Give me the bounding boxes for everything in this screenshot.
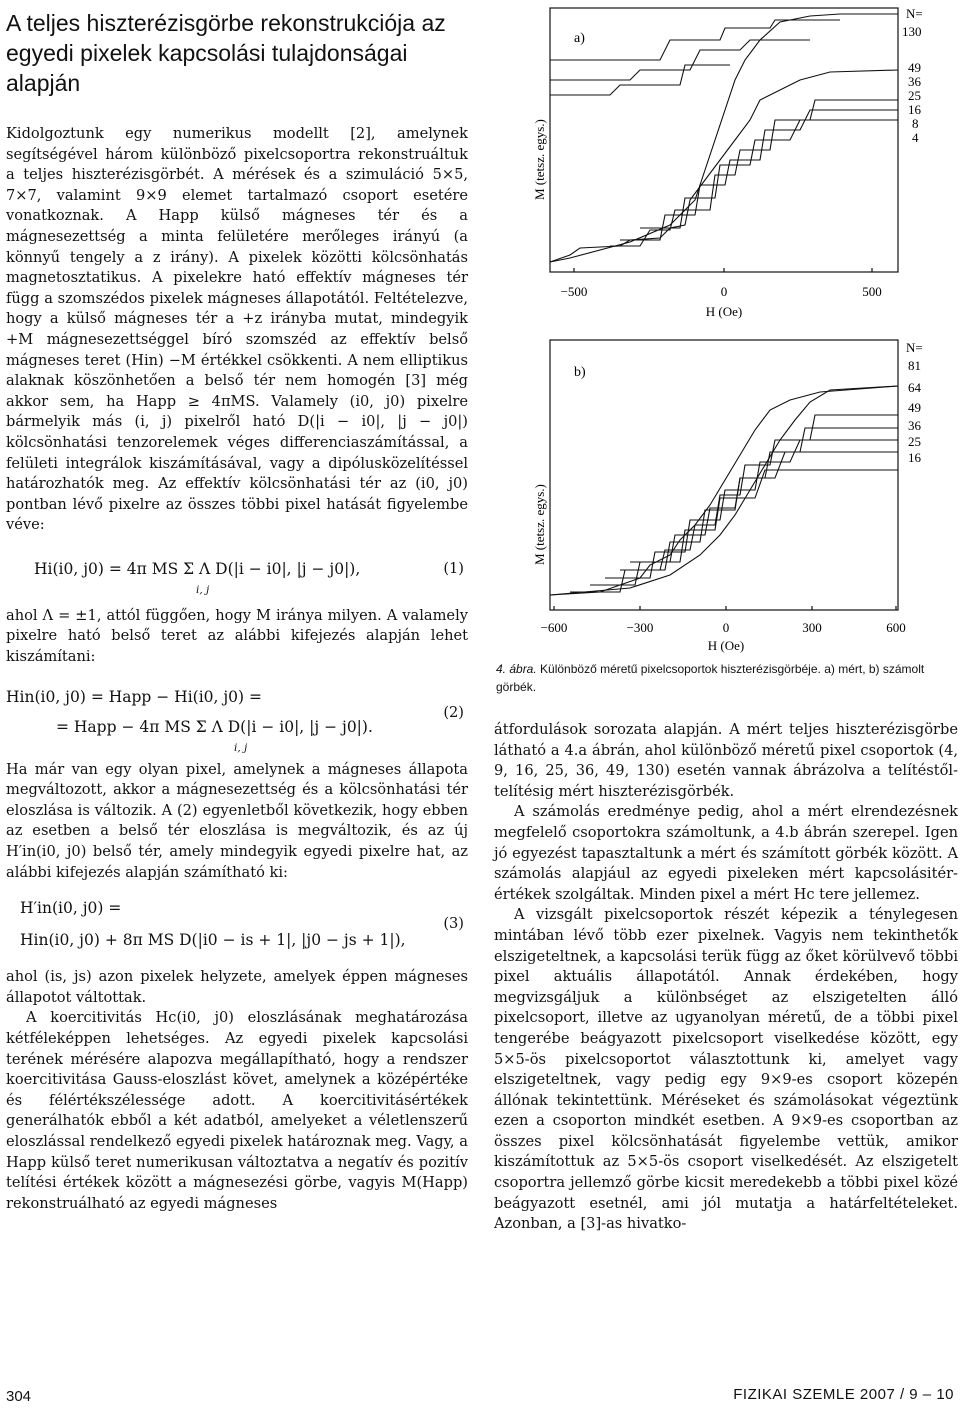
figure-caption-text: Különböző méretű pixelcsoportok hiszterézisgörbéje. a) mért, b) számolt görbék. <box>496 662 925 694</box>
figure-4a-n-16: 16 <box>908 102 921 117</box>
figure-4b-tick-5: 600 <box>886 620 906 635</box>
figure-4a-curve-25 <box>640 120 898 228</box>
equation-2-sum-index: i, j <box>234 741 248 754</box>
equation-3-number: (3) <box>443 915 464 933</box>
paragraph-changed-state: Ha már van egy olyan pixel, amelynek a mágneses állapota megváltozott, akkor a mágnesezettség és a kölcsönhatási tér eloszlása is változik. A (2) egyenletből következik, hogy ebben az esetben a belső tér eloszlása is megváltozik, és az új H′in(i0, j0) belső tér, amely mindegyik egyedi pixelre hat, az alábbi kifejezés alapján számítható ki: <box>6 760 468 881</box>
figure-4a-n-49: 49 <box>908 60 921 75</box>
figure-4b-n-title: N= <box>906 340 923 355</box>
figure-4a-plot <box>510 0 960 330</box>
equation-2-number: (2) <box>443 703 464 721</box>
equation-3-line-a: H′in(i0, j0) = <box>20 899 122 918</box>
equation-3-line-b: Hin(i0, j0) + 8π MS D(|i0 − is + 1|, |j0 − js + 1|), <box>20 931 406 950</box>
figure-4b-tick-2: −300 <box>626 620 654 635</box>
figure-4a-xlabel: H (Oe) <box>705 304 743 319</box>
figure-4a-curve-130-down <box>550 14 898 262</box>
figure-4a-curve-49 <box>610 100 898 246</box>
equation-1-number: (1) <box>443 559 464 577</box>
figure-4b-n-81: 81 <box>908 358 921 373</box>
journal-footer: FIZIKAI SZEMLE 2007 / 9 – 10 <box>733 1386 954 1403</box>
figure-4a-tick-2: 0 <box>720 284 728 299</box>
figure-4b-curves <box>550 386 898 595</box>
equation-2-line-a: Hin(i0, j0) = Happ − Hi(i0, j0) = <box>6 687 262 706</box>
figure-4a <box>510 0 960 330</box>
equation-1-body: Hi(i0, j0) = 4π MS Σ Λ D(|i − i0|, |j − j0|), <box>34 559 361 578</box>
figure-4b <box>510 330 960 655</box>
figure-4a-n-8: 8 <box>912 116 919 131</box>
figure-4b-curve-16 <box>630 470 898 562</box>
equation-1 <box>6 554 468 606</box>
figure-4b-ylabel: M (tetsz. egys.) <box>532 484 547 565</box>
left-column <box>6 8 468 1214</box>
figure-4b-tick-1: −600 <box>540 620 568 635</box>
equation-1-sum-index: i, j <box>196 583 210 596</box>
figure-4b-n-25: 25 <box>908 434 921 449</box>
figure-4a-n-36: 36 <box>908 74 921 89</box>
figure-4b-xlabel: H (Oe) <box>707 638 745 653</box>
paragraph-intro: Kidolgoztunk egy numerikus modellt [2], amelynek segítségével három különböző pixelcsoportra rekonstruáltuk a teljes hiszterézisgörbét. A mérések és a szimuláció 5×5, 7×7, valamint 9×9 elemet tartalmazó csoport esetére vonatkoznak. A Happ külső mágneses tér és a mágnesezettség a minta felületére merőleges irányú (a könnyű tengely a z irány). A pixelek közötti kölcsönhatás magnetosztatikus. A pixelekre ható effektív mágneses tér függ a szomszédos pixelek mágneses állapotától. Feltételezve, hogy a külső mágneses tér a +z irányba mutat, mindegyik +M mágnesezettséggel bíró szomszéd az effektív belső mágneses teret (Hin) −M értékkel csökkenti. A nem elliptikus alaknak köszönhetően a belső tér nem homogén [3] még akkor sem, ha Happ ≥ 4πMS. Valamely (i0, j0) pixelre bármelyik más (i, j) pixelről ható D(|i − i0|, |j − j0|) kölcsönhatási tenzorelemek véges differenciaszámítással, a felületi integrálok kiszámításával, vagy a dipólusközelítéssel határozhatók meg. Az effektív kölcsönhatási tér az (i0, j0) pontban lévő pixelre az összes többi pixel hatását figyelembe véve: <box>6 125 468 534</box>
figure-caption-number: 4. ábra. <box>496 662 537 676</box>
figure-4a-n-130: 130 <box>902 24 922 39</box>
figure-4a-curve-130-up <box>550 70 898 262</box>
equation-2 <box>6 682 468 760</box>
figure-4b-curve-36 <box>605 440 898 578</box>
figure-4b-n-16: 16 <box>908 450 921 465</box>
article-title: A teljes hiszterézisgörbe rekonstrukciója az egyedi pixelek kapcsolási tulajdonságai alapján <box>6 10 446 96</box>
paragraph-measured: átfordulások sorozata alapján. A mért teljes hiszterézisgörbe látható a 4.a ábrán, ahol különböző méretű pixel csoportok (4, 9, 16, 25, 36, 49, 130) esetén vannak ábrázolva a telítéstől-telítésig mért hiszterézisgörbék. <box>494 721 958 800</box>
right-column <box>494 720 958 1235</box>
figure-4a-frame <box>550 8 898 272</box>
figure-4a-ylabel: M (tetsz. egys.) <box>532 119 547 200</box>
figure-4b-curve-81-up <box>550 386 898 595</box>
figure-4a-n-25: 25 <box>908 88 921 103</box>
figure-4a-tick-3: 500 <box>862 284 882 299</box>
page-number: 304 <box>6 1388 32 1405</box>
figure-4b-n-64: 64 <box>908 380 921 395</box>
paragraph-is-js: ahol (is, js) azon pixelek helyzete, amelyek éppen mágneses állapotot váltottak. <box>6 968 468 1006</box>
figure-4a-curves <box>550 14 898 262</box>
figure-4b-plot <box>510 330 960 655</box>
figure-4b-n-49: 49 <box>908 400 921 415</box>
figure-4a-n-4: 4 <box>912 130 919 145</box>
figure-4b-tick-3: 0 <box>722 620 730 635</box>
equation-3 <box>6 895 468 967</box>
figure-4a-label: a) <box>574 31 585 46</box>
figure-4b-tick-4: 300 <box>802 620 822 635</box>
figure-4b-n-36: 36 <box>908 418 921 433</box>
equation-2-line-b: = Happ − 4π MS Σ Λ D(|i − i0|, |j − j0|). <box>56 717 373 736</box>
paragraph-calculated: A számolás eredménye pedig, ahol a mért elrendezésnek megfelelő csoportokra számoltunk, a 4.b ábrán szerepel. Igen jó egyezést tapasztaltunk a mért és számított görbék között. A számolás alapjául az egyedi pixeleken mért kapcsolásitér-értékek szolgáltak. Minden pixel a mért Hc tere jellemez. <box>494 803 958 903</box>
figure-4b-curve-81-down <box>550 386 898 595</box>
figure-4b-curve-64 <box>570 415 898 592</box>
paragraph-lambda: ahol Λ = ±1, attól függően, hogy M iránya milyen. A valamely pixelre ható belső teret az alábbi kifejezés alapján lehet kiszámítani: <box>6 606 468 666</box>
paragraph-embedded: A vizsgált pixelcsoportok részét képezik a ténylegesen mintában lévő több ezer pixelnek. Vagyis nem tekinthetők elszigeteltnek, a kapcsolási terük függ az őket körülvevő többi pixel aktuális állapotától. Annak érdekében, hogy megvizsgáljuk a különbséget az elszigetelten álló pixelcsoport, illetve az ugyanolyan méretű, de a többi pixel tengerébe beágyazott pixelcsoport viselkedése között, egy 5×5-ös pixelcsoportot választottunk ki, amelyet vagy elszigeteltnek, vagy pedig egy 9×9-es csoport közepén állónak tekintettünk. Méréseket és számolásokat végeztünk ezen a csoporton mindkét esetben. A 9×9-es csoportban az összes pixel kölcsönhatását figyelembe vettük, amikor kiszámítottuk az 5×5-ös csoport viselkedését. Az elszigetelt csoportra jellemző görbe kicsit meredekebb a többi pixel közé beágyazott esetnél, ami jól mutatja a határfeltételeket. Azonban, a [3]-as hivatko- <box>494 906 958 1233</box>
paragraph-coercivity: A koercitivitás Hc(i0, j0) eloszlásának meghatározása kétféleképpen lehetséges. Az egyedi pixelek kapcsolási terének mérésére alapozva megállapítható, hogy a rendszer koercitivitása Gauss-eloszlást követ, amelynek a középértéke és félértékszélessége adott. A koercitivitásértékek generálhatók ebből a két adatból, amelyeket a véletlenszerű eloszlással rendelkező egyedi pixelek határoznak meg. Vagy, a Happ külső teret numerikusan változtatva a negatív és pozitív telítési értékek között a mágnesezési görbe, vagyis M(Happ) rekonstruálható az egyedi mágneses <box>6 1009 468 1212</box>
figure-4b-frame <box>550 340 898 610</box>
figure-4a-curve-36 <box>620 110 898 240</box>
figure-caption <box>496 660 958 696</box>
figure-4a-n-title: N= <box>906 6 923 21</box>
figure-4b-label: b) <box>574 365 586 380</box>
figure-4a-tick-1: −500 <box>560 284 588 299</box>
